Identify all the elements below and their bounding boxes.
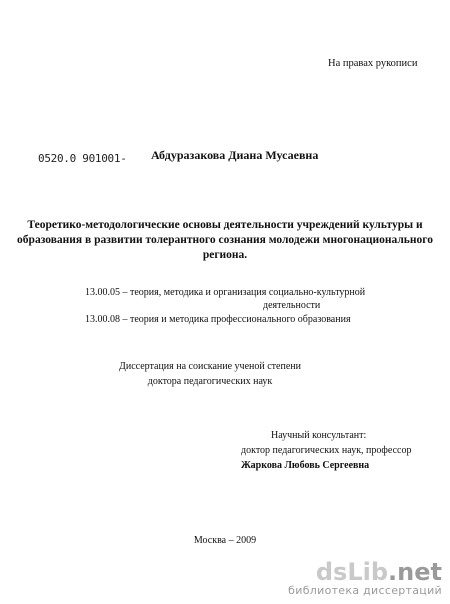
- author-name: Абдуразакова Диана Мусаевна: [151, 148, 319, 162]
- archive-stamp-code: 0520.0 901001-: [38, 152, 127, 165]
- watermark-brand-part2: .net: [388, 558, 442, 586]
- rights-notice: На правах рукописи: [328, 58, 418, 69]
- dissertation-title: Теоретико-методологические основы деятельности учреждений культуры и образования в развитии толерантного сознания молодежи многонационального региона.: [17, 219, 433, 261]
- degree-line-2: доктора педагогических наук: [147, 376, 273, 387]
- consultant-degree: доктор педагогических наук, профессор: [241, 445, 412, 456]
- watermark-subtitle: библиотека диссертаций: [288, 584, 442, 597]
- specialty-1: 13.00.05 – теория, методика и организация социально-культурной: [85, 287, 366, 298]
- consultant-label: Научный консультант:: [271, 430, 367, 441]
- watermark-logo: [288, 560, 442, 597]
- watermark-brand-part1: dsLib: [315, 558, 389, 586]
- degree-line-1: Диссертация на соискание ученой степени: [119, 361, 301, 372]
- specialty-2: 13.00.08 – теория и методика профессионального образования: [85, 314, 351, 325]
- watermark-brand: [288, 560, 442, 584]
- city-year: Москва – 2009: [193, 535, 257, 546]
- specialty-1-continuation: деятельности: [263, 300, 321, 311]
- consultant-name: Жаркова Любовь Сергеевна: [241, 460, 370, 471]
